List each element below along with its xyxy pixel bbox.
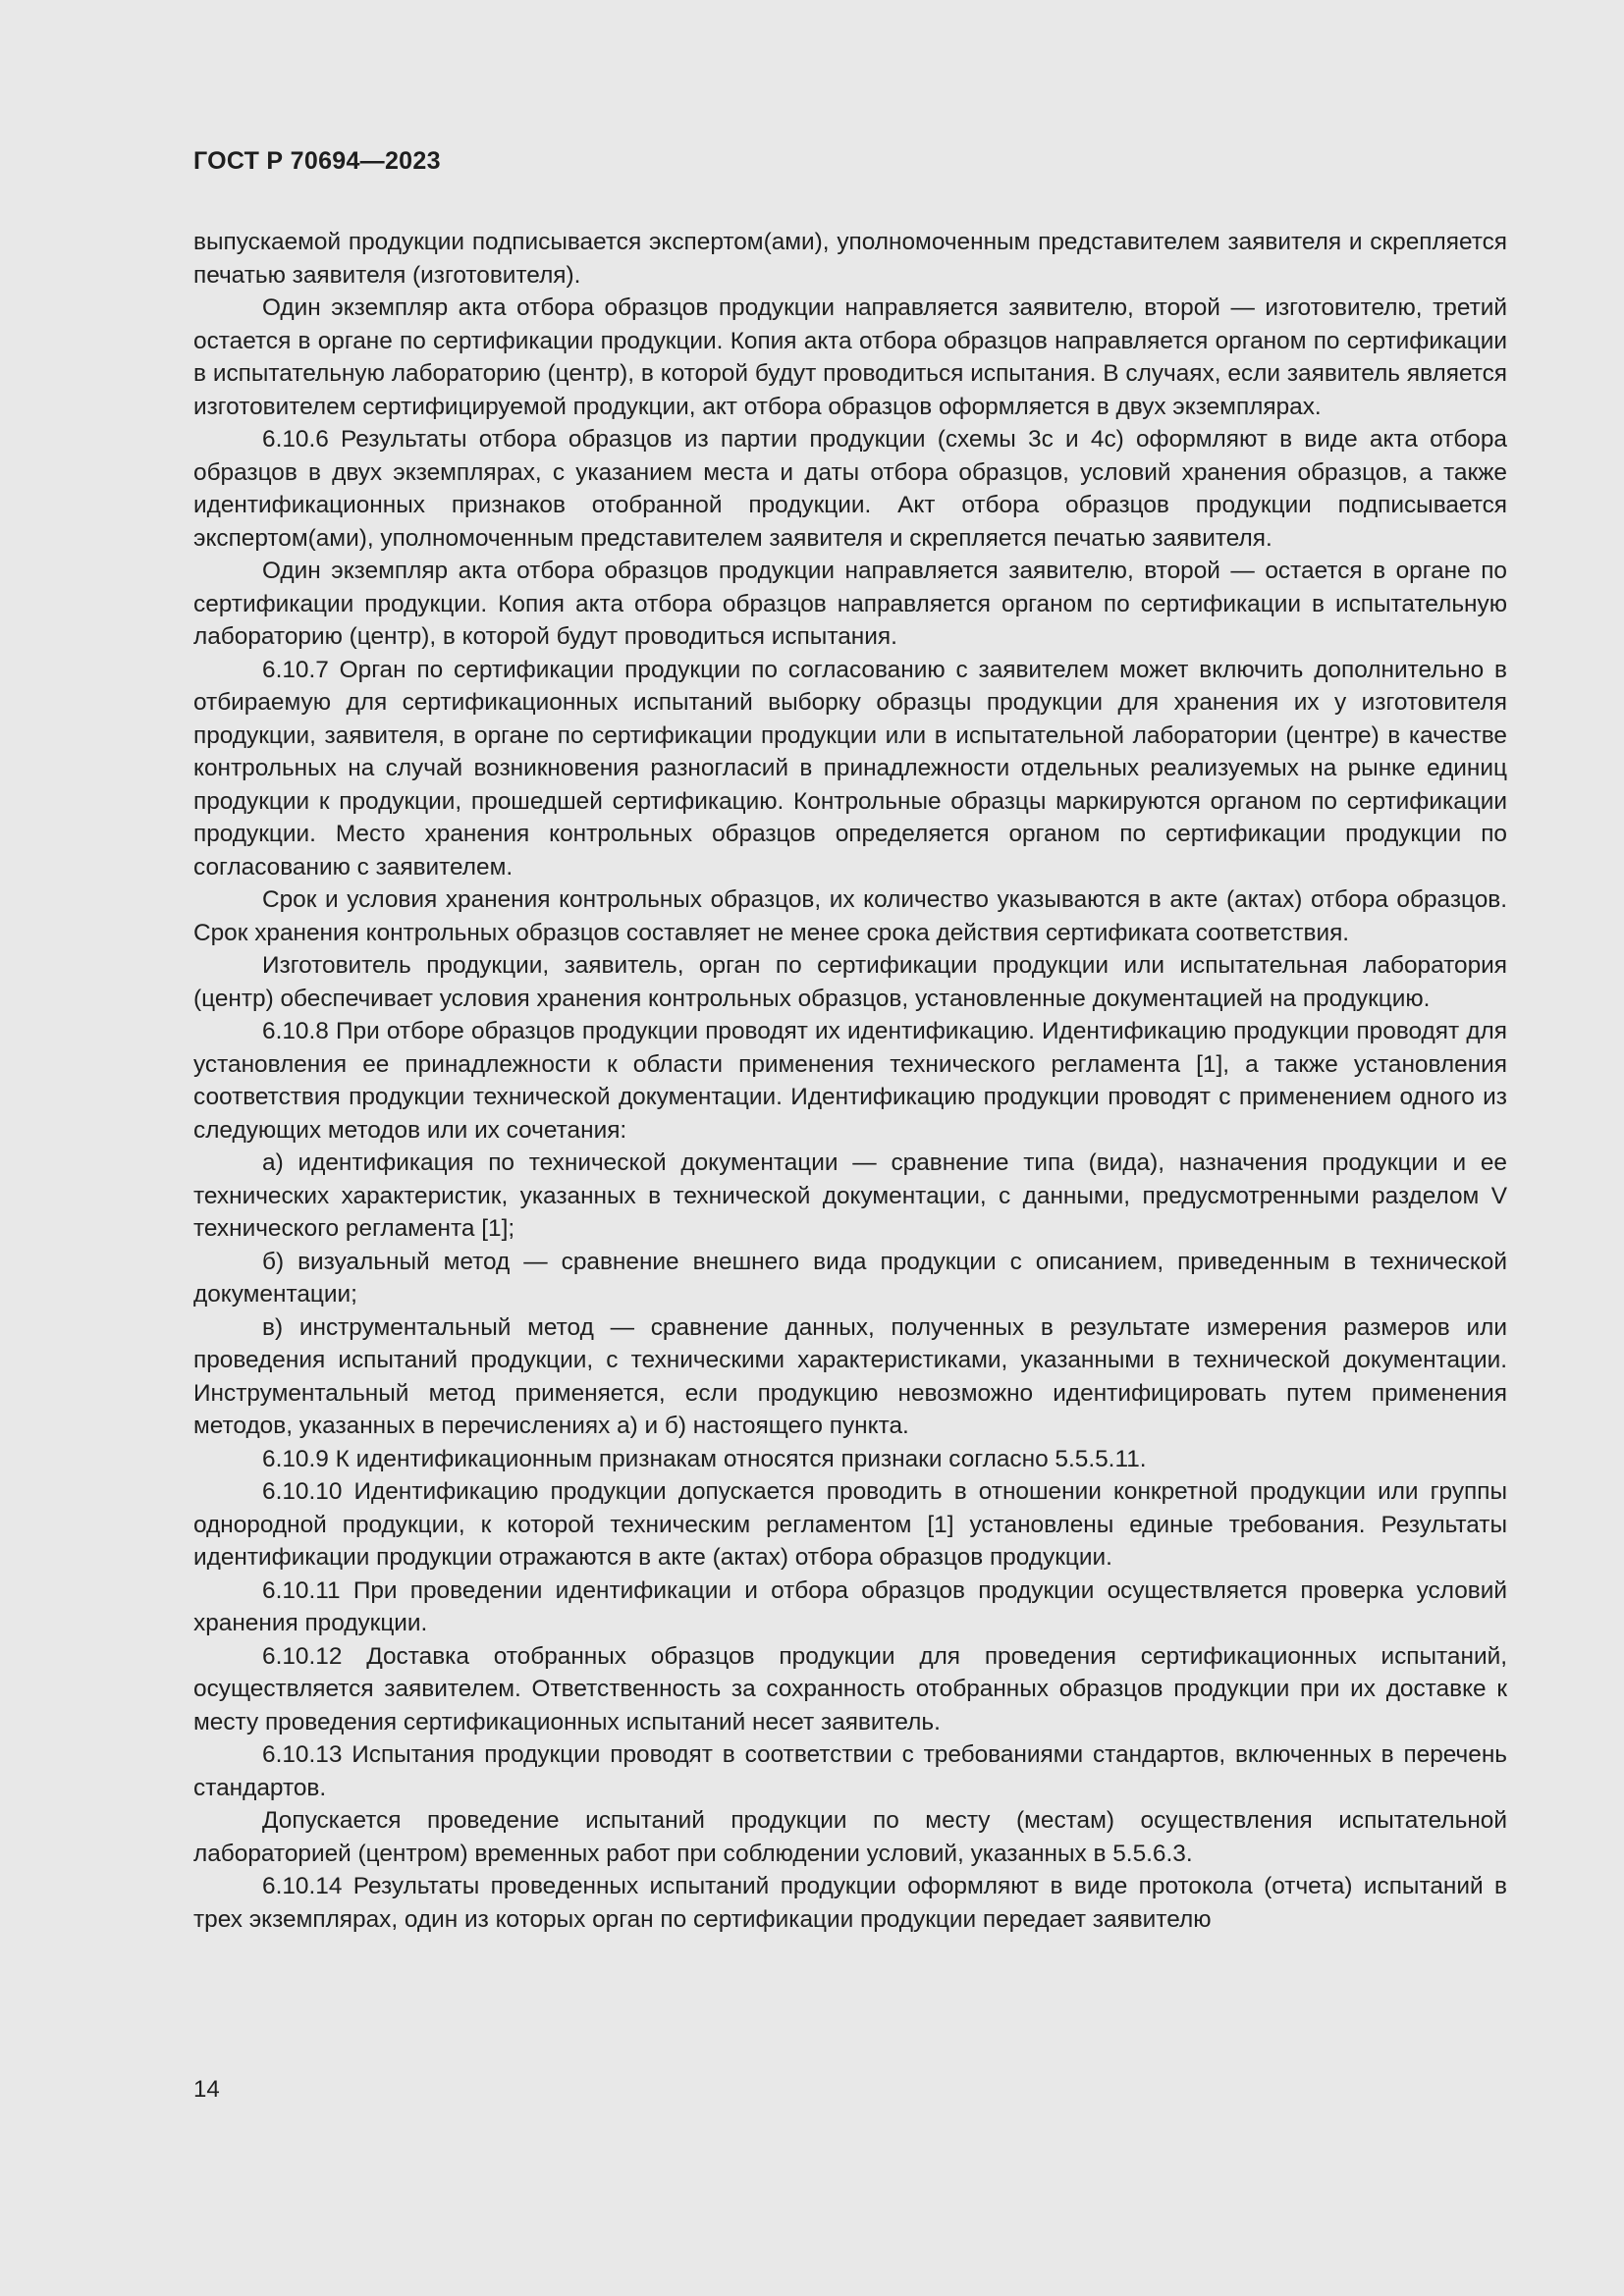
paragraph: Допускается проведение испытаний продукции по месту (местам) осуществления испытательной лабораторией (центром) временных работ при соблюдении условий, указанных в 5.5.6.3.: [193, 1807, 1507, 1867]
document-body: [193, 226, 1507, 1936]
paragraph: Один экземпляр акта отбора образцов продукции направляется заявителю, второй — изготовителю, третий остается в органе по сертификации продукции. Копия акта отбора образцов направляется органом по сертификации в испытательную лабораторию (центр), в которой будут проводиться испытания. В случаях, если заявитель является изготовителем сертифицируемой продукции, акт отбора образцов оформляется в двух экземплярах.: [193, 294, 1507, 420]
paragraph-6-10-13: 6.10.13 Испытания продукции проводят в соответствии с требованиями стандартов, включенных в перечень стандартов.: [193, 1741, 1507, 1801]
paragraph-6-10-7: 6.10.7 Орган по сертификации продукции по согласованию с заявителем может включить дополнительно в отбираемую для сертификационных испытаний выборку образцы продукции для хранения их у изготовителя продукции, заявителя, в органе по сертификации продукции или в испытательной лаборатории (центре) в качестве контрольных на случай возникновения разногласий в принадлежности отдельных реализуемых на рынке единиц продукции к продукции, прошедшей сертификацию. Контрольные образцы маркируются органом по сертификации продукции. Место хранения контрольных образцов определяется органом по сертификации продукции по согласованию с заявителем.: [193, 656, 1507, 881]
paragraph-6-10-10: 6.10.10 Идентификацию продукции допускается проводить в отношении конкретной продукции или группы однородной продукции, к которой техническим регламентом [1] установлены единые требования. Результаты идентификации продукции отражаются в акте (актах) отбора образцов продукции.: [193, 1478, 1507, 1571]
document-header: ГОСТ Р 70694—2023: [193, 147, 441, 175]
paragraph-6-10-6: 6.10.6 Результаты отбора образцов из партии продукции (схемы 3с и 4с) оформляют в виде акта отбора образцов в двух экземплярах, с указанием места и даты отбора образцов, условий хранения образцов, а также идентификационных признаков отобранной продукции. Акт отбора образцов продукции подписывается экспертом(ами), уполномоченным представителем заявителя и скрепляется печатью заявителя.: [193, 426, 1507, 552]
paragraph-6-10-12: 6.10.12 Доставка отобранных образцов продукции для проведения сертификационных испытаний, осуществляется заявителем. Ответственность за сохранность отобранных образцов продукции при их доставке к месту проведения сертификационных испытаний несет заявитель.: [193, 1642, 1507, 1735]
paragraph: выпускаемой продукции подписывается экспертом(ами), уполномоченным представителем заявителя и скрепляется печатью заявителя (изготовителя).: [193, 229, 1507, 289]
paragraph-6-10-8: 6.10.8 При отборе образцов продукции проводят их идентификацию. Идентификацию продукции проводят для установления ее принадлежности к области применения технического регламента [1], а также установления соответствия продукции технической документации. Идентификацию продукции проводят с применением одного из следующих методов или их сочетания:: [193, 1018, 1507, 1144]
list-item-v: в) инструментальный метод — сравнение данных, полученных в результате измерения размеров или проведения испытаний продукции, с техническими характеристиками, указанными в технической документации. Инструментальный метод применяется, если продукцию невозможно идентифицировать путем применения методов, указанных в перечислениях а) и б) настоящего пункта.: [193, 1313, 1507, 1439]
paragraph-6-10-9: 6.10.9 К идентификационным признакам относятся признаки согласно 5.5.5.11.: [262, 1445, 1147, 1472]
paragraph: Срок и условия хранения контрольных образцов, их количество указываются в акте (актах) отбора образцов. Срок хранения контрольных образцов составляет не менее срока действия сертификата соответствия.: [193, 886, 1507, 946]
paragraph: Один экземпляр акта отбора образцов продукции направляется заявителю, второй — остается в органе по сертификации продукции. Копия акта отбора образцов направляется органом по сертификации в испытательную лабораторию (центр), в которой будут проводиться испытания.: [193, 558, 1507, 650]
paragraph: Изготовитель продукции, заявитель, орган по сертификации продукции или испытательная лаборатория (центр) обеспечивает условия хранения контрольных образцов, установленные документацией на продукцию.: [193, 952, 1507, 1012]
list-item-a: а) идентификация по технической документации — сравнение типа (вида), назначения продукции и ее технических характеристик, указанных в технической документации, с данными, предусмотренными разделом V технического регламента [1];: [193, 1149, 1507, 1242]
list-item-b: б) визуальный метод — сравнение внешнего вида продукции с описанием, приведенным в технической документации;: [193, 1248, 1507, 1308]
page-number: 14: [193, 2076, 220, 2103]
paragraph-6-10-11: 6.10.11 При проведении идентификации и отбора образцов продукции осуществляется проверка условий хранения продукции.: [193, 1576, 1507, 1636]
paragraph-6-10-14: 6.10.14 Результаты проведенных испытаний продукции оформляют в виде протокола (отчета) испытаний в трех экземплярах, один из которых орган по сертификации продукции передает заявителю: [193, 1873, 1507, 1933]
